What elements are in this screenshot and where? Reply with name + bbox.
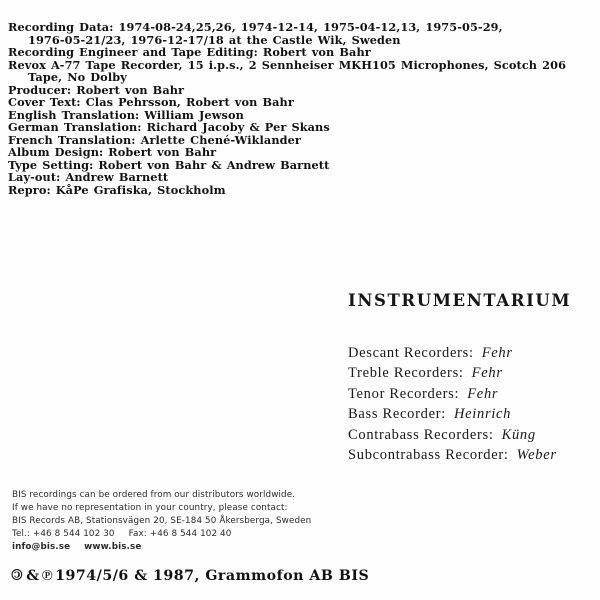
instrument-label: Bass Recorder: bbox=[348, 406, 446, 423]
instrumentarium-section bbox=[348, 291, 571, 465]
credits-line-cover-text: Cover Text: Clas Pehrsson, Robert von Bahr bbox=[8, 95, 294, 109]
credits-line-german-translation: German Translation: Richard Jacoby & Per Skans bbox=[8, 120, 330, 134]
instrument-label: Subcontrabass Recorder: bbox=[348, 447, 509, 464]
website-address: www.bis.se bbox=[84, 542, 142, 552]
email-address: info@bis.se bbox=[12, 542, 71, 552]
instrument-item-subcontrabass bbox=[348, 445, 571, 465]
credits-line-recording-data: Recording Data: 1974-08-24,25,26, 1974-12-14, 1975-04-12,13, 1975-05-29, bbox=[8, 20, 503, 34]
instrumentarium-title: INSTRUMENTARIUM bbox=[348, 291, 572, 310]
instrument-label: Tenor Recorders: bbox=[348, 385, 460, 402]
credits-line-type-setting: Type Setting: Robert von Bahr & Andrew Barnett bbox=[8, 157, 330, 172]
instrument-item-bass bbox=[348, 404, 571, 424]
credits-line-english-translation: English Translation: William Jewson bbox=[8, 107, 244, 122]
instrument-maker: Fehr bbox=[471, 365, 503, 382]
copyright-line bbox=[9, 567, 369, 585]
credits-line-engineer: Recording Engineer and Tape Editing: Robert von Bahr bbox=[8, 45, 371, 59]
telephone-number: Tel.: +46 8 544 102 30 bbox=[12, 529, 115, 539]
distributor-line-worldwide: BIS recordings can be ordered from our distributors worldwide. bbox=[12, 490, 296, 500]
credits-line-layout: Lay-out: Andrew Barnett bbox=[8, 170, 169, 184]
instrument-item-treble bbox=[348, 363, 571, 383]
credits-line-french-translation: French Translation: Arlette Chené-Wiklander bbox=[8, 132, 301, 147]
instrument-item-contrabass bbox=[348, 425, 571, 445]
credits-line-album-design: Album Design: Robert von Bahr bbox=[8, 145, 217, 159]
credits-line-repro: Repro: KåPe Grafiska, Stockholm bbox=[8, 182, 226, 197]
distributor-line-contact: If we have no representation in your country, please contact: bbox=[12, 503, 288, 513]
credits-line-equipment-cont: Tape, No Dolby bbox=[28, 70, 127, 84]
fax-number: Fax: +46 8 544 102 40 bbox=[128, 529, 232, 539]
credits-line-producer: Producer: Robert von Bahr bbox=[8, 82, 185, 97]
instrument-label: Contrabass Recorders: bbox=[348, 426, 494, 443]
phonogram-symbol-icon: ℗ bbox=[41, 567, 54, 584]
instrument-maker: Fehr bbox=[481, 345, 513, 361]
distributor-line-telfax bbox=[12, 528, 311, 541]
distributor-line-web bbox=[12, 541, 311, 554]
copyright-text: 1974/5/6 & 1987, Grammofon AB BIS bbox=[55, 568, 370, 584]
instrumentarium-list bbox=[348, 343, 571, 465]
instrument-maker: Küng bbox=[501, 426, 536, 443]
instrument-item-tenor bbox=[348, 384, 571, 404]
instrument-item-descant bbox=[348, 343, 571, 363]
instrument-label: Treble Recorders: bbox=[348, 365, 464, 382]
instrument-maker: Weber bbox=[516, 447, 557, 464]
instrument-maker: Heinrich bbox=[453, 406, 512, 423]
instrument-label: Descant Recorders: bbox=[348, 345, 474, 361]
copyright-ampersand: & bbox=[26, 568, 40, 584]
copyright-symbol-icon: © bbox=[9, 567, 25, 584]
distributor-block bbox=[12, 489, 311, 554]
credits-line-recording-data-cont: 1976-05-21/23, 1976-12-17/18 at the Castle Wik, Sweden bbox=[28, 32, 401, 47]
distributor-line-address: BIS Records AB, Stationsvägen 20, SE-184 50 Åkersberga, Sweden bbox=[12, 516, 312, 526]
instrument-maker: Fehr bbox=[467, 385, 499, 402]
credits-block bbox=[8, 21, 596, 196]
credits-line-equipment: Revox A-77 Tape Recorder, 15 i.p.s., 2 Sennheiser MKH105 Microphones, Scotch 206 bbox=[8, 57, 567, 72]
